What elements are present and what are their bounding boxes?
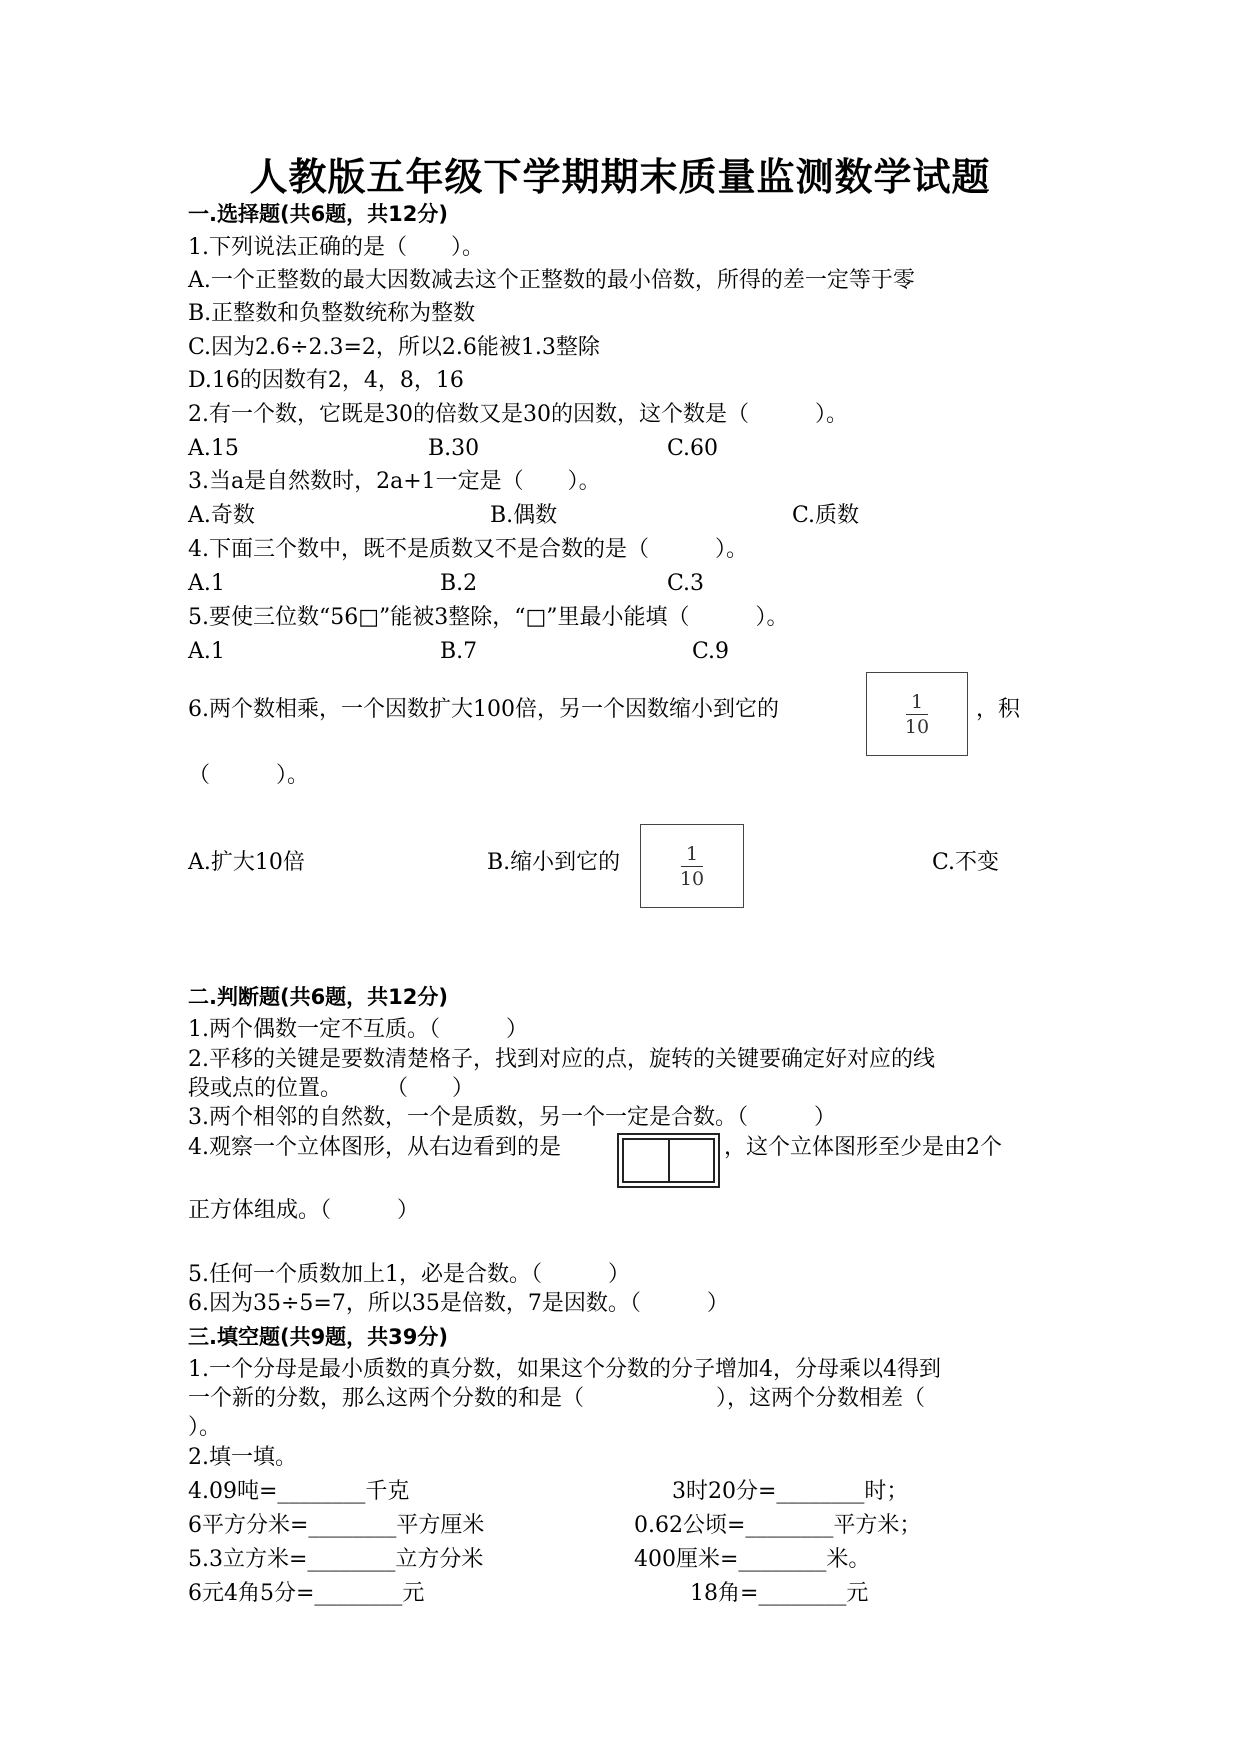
option-text: B.7 [440,639,478,664]
question-text: ，积 [976,697,1021,722]
question-text: ）。 [188,1415,222,1440]
question-text: 3.两个相邻的自然数，一个是质数，另一个一定是合数。（ ） [188,1105,836,1130]
question-text: 5.要使三位数“56□”能被3整除，“□”里最小能填（ ）。 [188,605,789,630]
cube-face [670,1138,716,1183]
fill-item: 6平方分米=________平方厘米 [188,1513,485,1538]
question-text: 2.有一个数，它既是30的倍数又是30的因数，这个数是（ ）。 [188,402,848,427]
fill-item: 400厘米=________米。 [634,1547,871,1572]
question-text: 1.下列说法正确的是（ ）。 [188,235,484,260]
question-text: 一个新的分数，那么这两个分数的和是（ ），这两个分数相差（ [188,1386,926,1411]
option-text: C.9 [692,639,730,664]
option-text: B.缩小到它的 [487,850,621,875]
page-title: 人教版五年级下学期期末质量监测数学试题 [249,154,991,199]
option-text: B.偶数 [490,503,558,528]
question-text: 5.任何一个质数加上1，必是合数。（ ） [188,1262,630,1287]
question-text: 正方体组成。（ ） [188,1198,420,1223]
fill-item: 5.3立方米=________立方分米 [188,1547,484,1572]
question-text: （ ）。 [188,763,310,788]
cube-face [622,1138,670,1183]
option-text: D.16的因数有2，4，8，16 [188,368,464,393]
question-text: 2.平移的关键是要数清楚格子，找到对应的点，旋转的关键要确定好对应的线 [188,1047,935,1072]
question-text: ，这个立体图形至少是由2个 [724,1135,1002,1160]
question-text: 3.当a是自然数时，2a+1一定是（ ）。 [188,469,601,494]
option-text: C.60 [667,436,719,461]
option-text: A.奇数 [188,503,255,528]
option-text: A.15 [188,436,239,461]
fill-item: 18角=________元 [690,1581,869,1606]
question-text: 6.两个数相乘，一个因数扩大100倍，另一个因数缩小到它的 [188,697,779,722]
fill-item: 4.09吨=________千克 [188,1479,410,1504]
option-text: A.一个正整数的最大因数减去这个正整数的最小倍数，所得的差一定等于零 [188,268,915,293]
option-text: A.扩大10倍 [188,850,305,875]
question-text: 2.填一填。 [188,1445,297,1470]
fraction-one-tenth: $\frac{1}{10}$ [679,842,705,890]
section-heading-fill: 三.填空题(共9题，共39分) [188,1325,449,1349]
option-text: C.质数 [792,503,860,528]
question-text: 6.因为35÷5=7，所以35是倍数，7是因数。（ ） [188,1291,729,1316]
fill-item: 3时20分=________时； [672,1479,909,1504]
question-text: 4.下面三个数中，既不是质数又不是合数的是（ ）。 [188,537,748,562]
section-heading-choice: 一.选择题(共6题，共12分) [188,202,449,226]
question-text: 1.两个偶数一定不互质。（ ） [188,1017,528,1042]
side-view-cubes-image [617,1133,720,1188]
option-text: A.1 [188,639,225,664]
option-text: B.30 [428,436,480,461]
fraction-image [640,824,744,908]
option-text: C.3 [667,571,705,596]
section-heading-judge: 二.判断题(共6题，共12分) [188,985,449,1009]
option-text: A.1 [188,571,225,596]
question-text: 1.一个分母是最小质数的真分数，如果这个分数的分子增加4，分母乘以4得到 [188,1357,941,1382]
question-text: 段或点的位置。 （ ） [188,1076,475,1101]
question-text: 4.观察一个立体图形，从右边看到的是 [188,1135,561,1160]
option-text: C.因为2.6÷2.3=2，所以2.6能被1.3整除 [188,335,600,360]
fraction-one-tenth: $\frac{1}{10}$ [904,690,930,738]
option-text: B.正整数和负整数统称为整数 [188,301,476,326]
fill-item: 0.62公顷=________平方米； [634,1513,922,1538]
option-text: B.2 [440,571,478,596]
fraction-image [866,672,968,756]
fill-item: 6元4角5分=________元 [188,1581,425,1606]
option-text: C.不变 [932,850,1000,875]
